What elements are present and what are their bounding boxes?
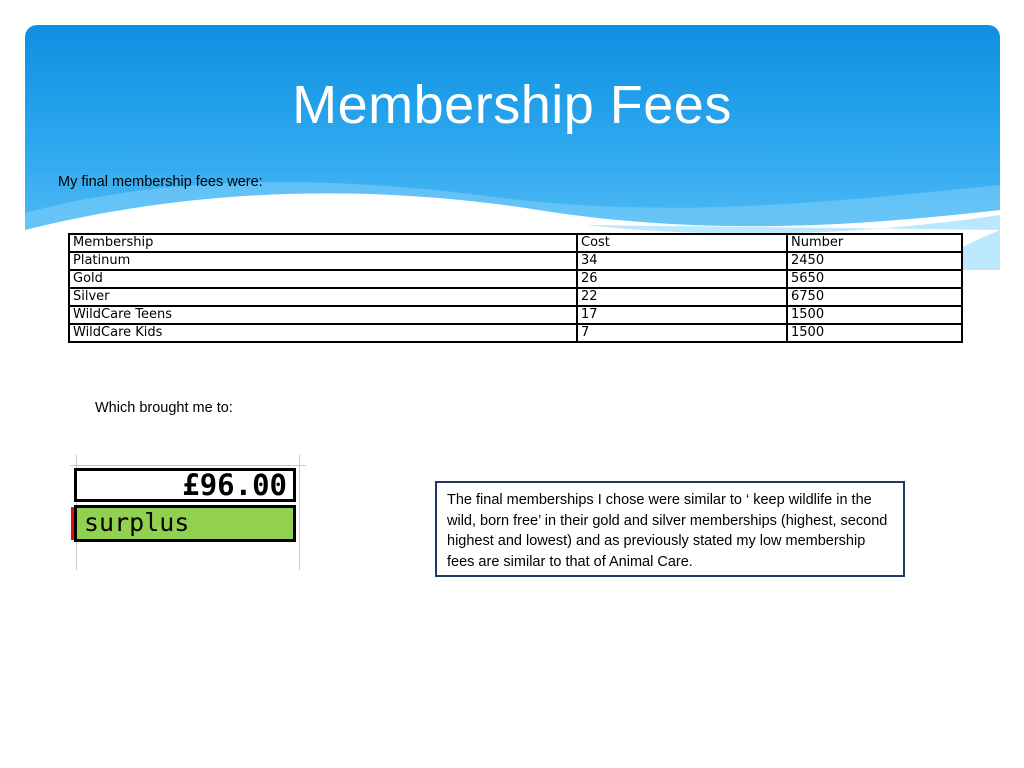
- cell-cost: 17: [577, 306, 787, 324]
- table-row: [69, 252, 962, 270]
- note-text: The final memberships I chose were similar to ‘ keep wildlife in the wild, born free’ in their gold and silver memberships (highest, second highest and lowest) and as previously stated my low membership fees are similar to that of Animal Care.: [447, 492, 888, 570]
- grid-line: [299, 455, 300, 570]
- transition-text: Which brought me to:: [95, 400, 233, 416]
- cell-membership: Platinum: [69, 252, 577, 270]
- cell-cost: 22: [577, 288, 787, 306]
- spreadsheet-snippet: [70, 455, 310, 570]
- cell-number: 5650: [787, 270, 962, 288]
- grid-line: [70, 465, 306, 466]
- total-amount-cell: £96.00: [74, 468, 296, 502]
- intro-text: My final membership fees were:: [58, 174, 263, 190]
- surplus-status-cell: surplus: [74, 505, 296, 542]
- table-row: [69, 306, 962, 324]
- table-row: [69, 270, 962, 288]
- cell-membership: Gold: [69, 270, 577, 288]
- slide-title: Membership Fees: [292, 75, 732, 135]
- cell-cost: 26: [577, 270, 787, 288]
- header-membership: Membership: [69, 234, 577, 252]
- table-header-row: [69, 234, 962, 252]
- table-row: [69, 324, 962, 342]
- cell-cost: 7: [577, 324, 787, 342]
- table-row: [69, 288, 962, 306]
- cell-membership: WildCare Kids: [69, 324, 577, 342]
- cell-number: 1500: [787, 324, 962, 342]
- cell-number: 1500: [787, 306, 962, 324]
- explanation-note: [435, 481, 905, 577]
- membership-fees-table: [68, 233, 963, 343]
- header-cost: Cost: [577, 234, 787, 252]
- cell-number: 2450: [787, 252, 962, 270]
- cell-membership: WildCare Teens: [69, 306, 577, 324]
- cell-cost: 34: [577, 252, 787, 270]
- cell-number: 6750: [787, 288, 962, 306]
- header-number: Number: [787, 234, 962, 252]
- cell-membership: Silver: [69, 288, 577, 306]
